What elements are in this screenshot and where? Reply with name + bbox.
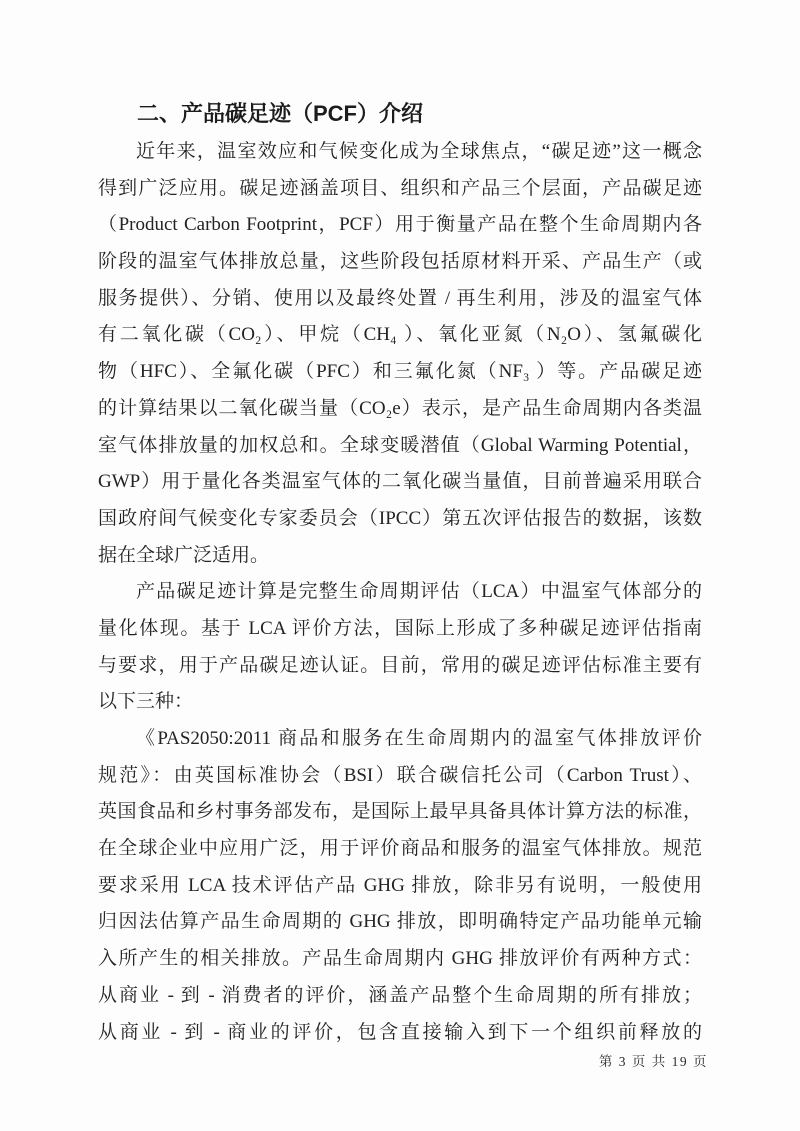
text-line: 据在全球广泛适用。 [98, 544, 270, 566]
text-line: 阶段的温室气体排放总量，这些阶段包括原材料开采、产品生产（或 [98, 251, 702, 273]
page-body [98, 94, 702, 1051]
text-line: 入所产生的相关排放。产品生命周期内 GHG 排放评价有两种方式： [98, 948, 702, 970]
text-line: 英国食品和乡村事务部发布，是国际上最早具备具体计算方法的标准， [98, 801, 702, 823]
text-line: 在全球企业中应用广泛，用于评价商品和服务的温室气体排放。规范 [98, 838, 702, 860]
text-line: 《PAS2050:2011 商品和服务在生命周期内的温室气体排放评价 [136, 728, 702, 749]
text-line: 物（HFC）、全氟化碳（PFC）和三氟化氮（NF₃ ）等。产品碳足迹 [98, 361, 702, 383]
text-line: 要求采用 LCA 技术评估产品 GHG 排放，除非另有说明，一般使用 [98, 874, 702, 896]
text-line: 有二氧化碳（CO₂）、甲烷（CH₄ ）、氧化亚氮（N₂O）、氢氟碳化 [98, 324, 702, 346]
text-line: 从商业 - 到 - 商业的评价，包含直接输入到下一个组织前释放的 [98, 1021, 702, 1043]
text-line: 服务提供）、分销、使用以及最终处置 / 再生利用，涉及的温室气体 [98, 287, 702, 309]
text-line: 室气体排放量的加权总和。全球变暖潜值（Global Warming Potential， [98, 434, 702, 456]
text-line: 以下三种： [98, 691, 194, 713]
text-line: GWP）用于量化各类温室气体的二氧化碳当量值，目前普遍采用联合 [98, 471, 702, 493]
text-line: 得到广泛应用。碳足迹涵盖项目、组织和产品三个层面，产品碳足迹 [98, 177, 702, 199]
text-line: 从商业 - 到 - 消费者的评价，涵盖产品整个生命周期的所有排放； [98, 984, 702, 1006]
text-line: 量化体现。基于 LCA 评价方法，国际上形成了多种碳足迹评估指南 [98, 617, 702, 639]
text-line: 近年来，温室效应和气候变化成为全球焦点，“碳足迹”这一概念 [136, 141, 702, 162]
text-line: 产品碳足迹计算是完整生命周期评估（LCA）中温室气体部分的 [136, 581, 702, 603]
text-line: 归因法估算产品生命周期的 GHG 排放，即明确特定产品功能单元输 [98, 911, 702, 933]
text-line: 规范》：由英国标准协会（BSI）联合碳信托公司（Carbon Trust）、 [98, 764, 702, 786]
page-number: 第 3 页 共 19 页 [598, 1054, 708, 1069]
text-line: （Product Carbon Footprint，PCF）用于衡量产品在整个生命周期内各 [98, 214, 702, 236]
section-heading: 二、产品碳足迹（PCF）介绍 [137, 101, 424, 126]
text-line: 与要求，用于产品碳足迹认证。目前，常用的碳足迹评估标准主要有 [98, 654, 702, 676]
text-line: 国政府间气候变化专家委员会（IPCC）第五次评估报告的数据，该数 [98, 507, 702, 529]
text-line: 的计算结果以二氧化碳当量（CO₂e）表示，是产品生命周期内各类温 [98, 397, 702, 419]
